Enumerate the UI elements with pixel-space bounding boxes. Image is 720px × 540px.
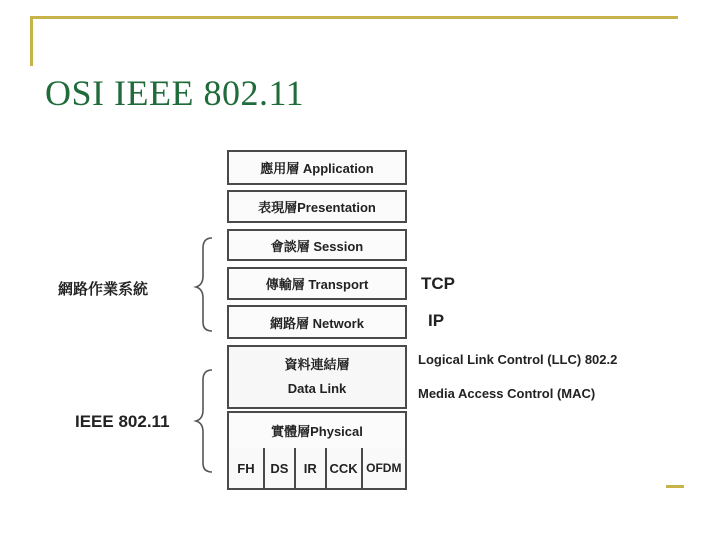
data-link-label-zh: 資料連結層 (284, 357, 350, 372)
phy-fh: FH (229, 448, 265, 488)
os-brace (196, 238, 212, 331)
phy-ir: IR (296, 448, 327, 488)
slide-title: OSI IEEE 802.11 (45, 73, 305, 113)
tcp-label: TCP (421, 274, 455, 293)
phy-cck: CCK (327, 448, 363, 488)
mac-label: Media Access Control (MAC) (418, 386, 596, 401)
layer-session-label: 會談層 Session (270, 238, 364, 254)
ip-label: IP (428, 311, 445, 330)
llc-label: Logical Link Control (LLC) 802.2 (418, 352, 618, 367)
layer-transport-label: 傳輸層 Transport (265, 277, 369, 292)
phy-ofdm: OFDM (366, 461, 402, 475)
phy-ds: DS (265, 448, 296, 488)
data-link-label-en: Data Link (287, 381, 347, 396)
layer-physical-label: 實體層Physical (271, 424, 363, 439)
ieee-label: IEEE 802.11 (75, 412, 170, 431)
network-os-label: 網路作業系統 (58, 281, 149, 298)
ieee-brace (196, 370, 212, 472)
layer-network-label: 網路層 Network (270, 315, 364, 331)
layer-presentation-label: 表現層Presentation (258, 200, 376, 215)
layer-application-label: 應用層 Application (260, 161, 374, 176)
